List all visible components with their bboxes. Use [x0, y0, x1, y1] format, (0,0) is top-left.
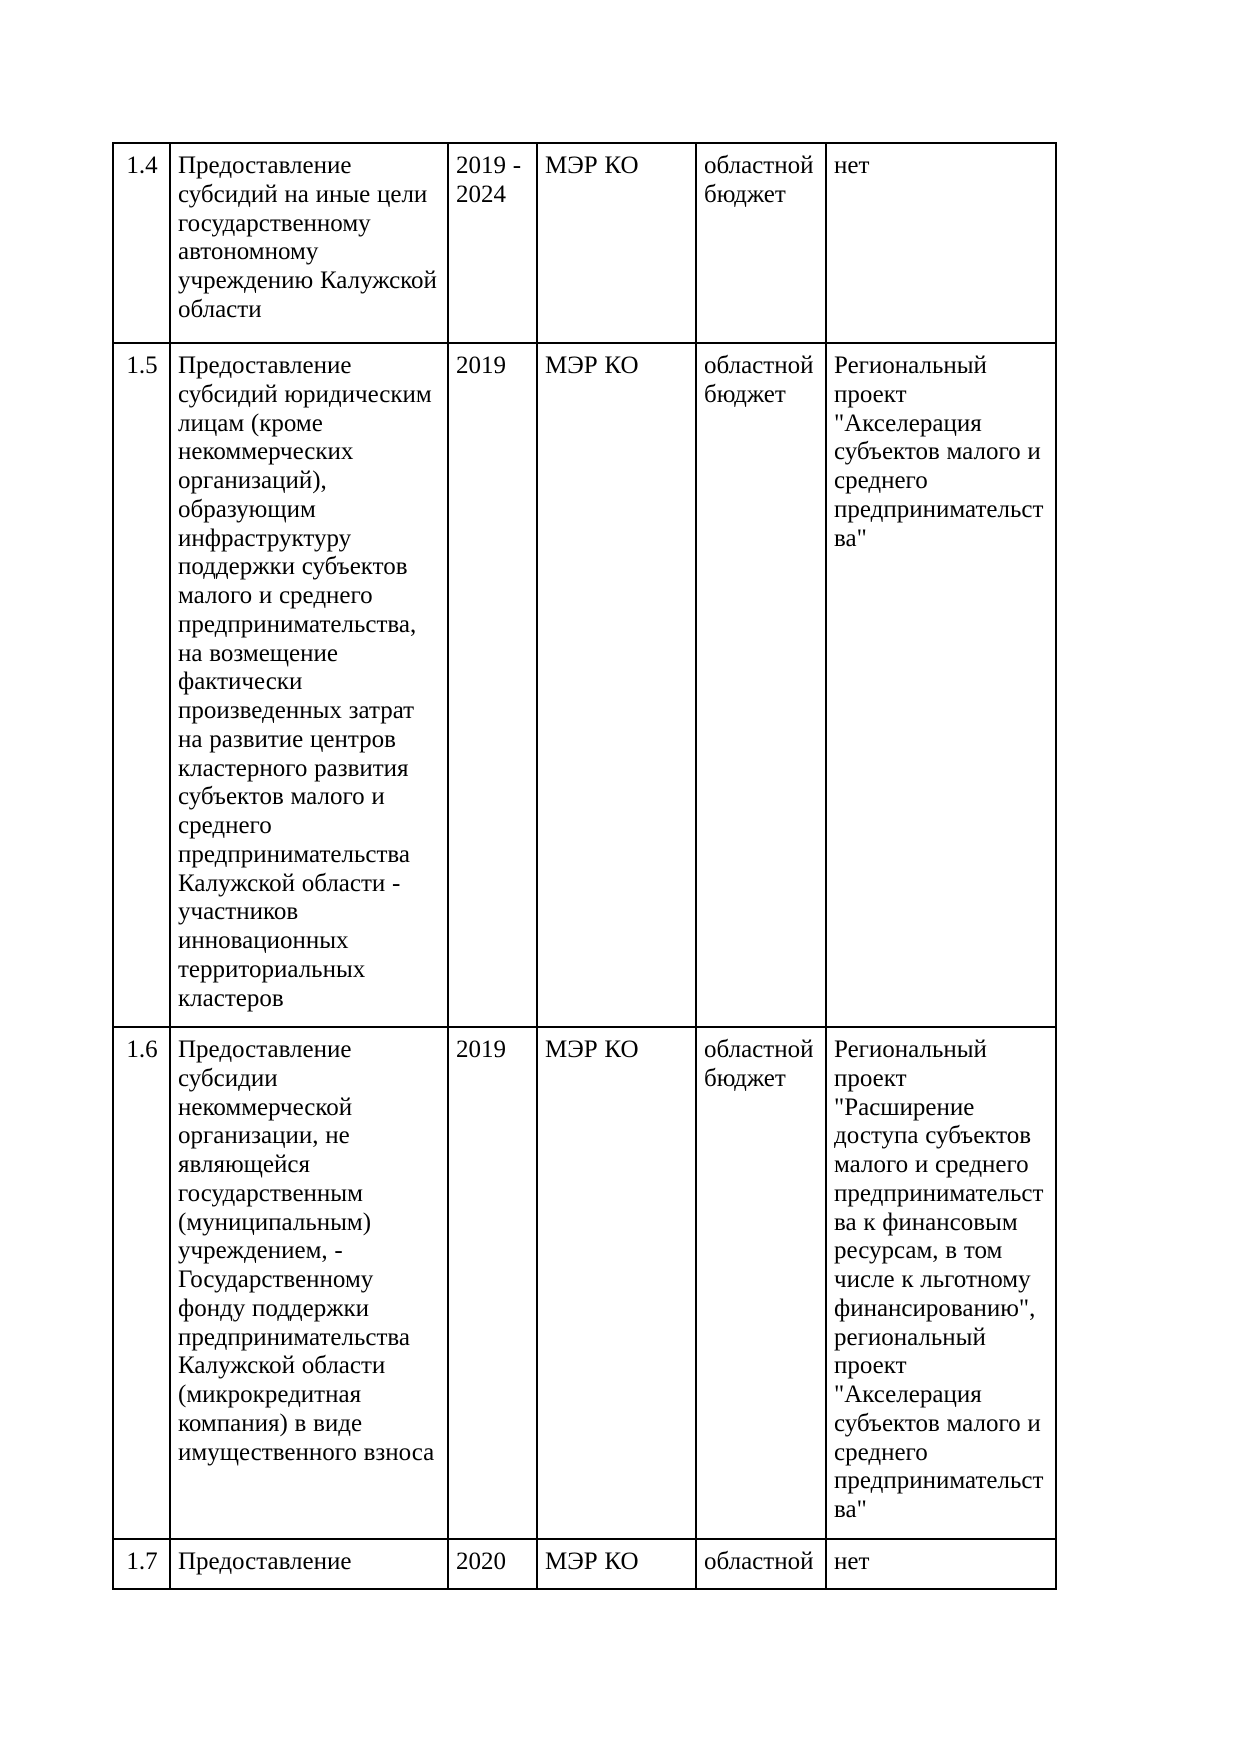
cell-activity: Предоставление субсидий на иные цели государственному автономному учреждению Калужской области	[170, 143, 448, 343]
cell-project-note: нет	[826, 1539, 1056, 1589]
cell-activity: Предоставление субсидии некоммерческой организации, не являющейся государственным (муниципальным) учреждением, - Государственному фонду поддержки предпринимательства Калужской области (микрокредитная компания) в виде имущественного взноса	[170, 1027, 448, 1539]
cell-funding-source: областной	[696, 1539, 826, 1589]
cell-executor: МЭР КО	[537, 1539, 696, 1589]
table-row-1-6	[113, 1027, 1056, 1539]
cell-period: 2020	[448, 1539, 537, 1589]
cell-project-note: Региональный проект "Расширение доступа субъектов малого и среднего предпринимательства к финансовым ресурсам, в том числе к льготному финансированию", региональный проект "Акселерация субъектов малого и среднего предпринимательства"	[826, 1027, 1056, 1539]
cell-executor: МЭР КО	[537, 1027, 696, 1539]
table-row-1-7	[113, 1539, 1056, 1589]
program-measures-table	[112, 142, 1057, 1590]
cell-funding-source: областной бюджет	[696, 1027, 826, 1539]
cell-executor: МЭР КО	[537, 343, 696, 1027]
cell-number: 1.6	[113, 1027, 170, 1539]
cell-funding-source: областной бюджет	[696, 143, 826, 343]
cell-number: 1.7	[113, 1539, 170, 1589]
cell-period: 2019	[448, 343, 537, 1027]
table-row-1-4	[113, 143, 1056, 343]
cell-period: 2019	[448, 1027, 537, 1539]
cell-period: 2019 - 2024	[448, 143, 537, 343]
cell-activity: Предоставление субсидий юридическим лицам (кроме некоммерческих организаций), образующим инфраструктуру поддержки субъектов малого и среднего предпринимательства, на возмещение фактически произведенных затрат на развитие центров кластерного развития субъектов малого и среднего предпринимательства Калужской области - участников инновационных территориальных кластеров	[170, 343, 448, 1027]
cell-executor: МЭР КО	[537, 143, 696, 343]
cell-project-note: нет	[826, 143, 1056, 343]
cell-number: 1.5	[113, 343, 170, 1027]
cell-number: 1.4	[113, 143, 170, 343]
cell-project-note: Региональный проект "Акселерация субъектов малого и среднего предпринимательства"	[826, 343, 1056, 1027]
table-row-1-5	[113, 343, 1056, 1027]
cell-activity: Предоставление	[170, 1539, 448, 1589]
cell-funding-source: областной бюджет	[696, 343, 826, 1027]
